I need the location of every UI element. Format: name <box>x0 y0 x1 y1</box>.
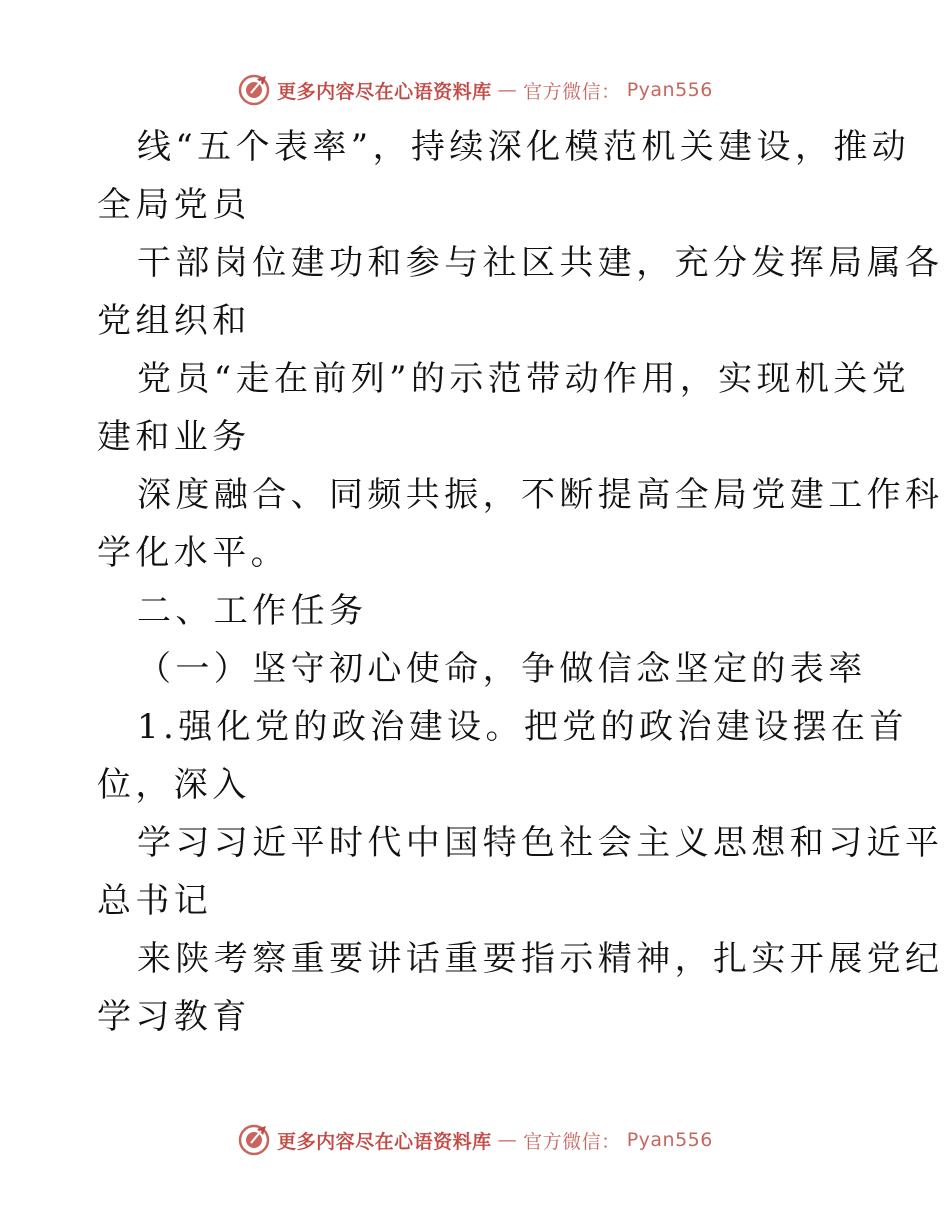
pen-logo-icon <box>237 1123 271 1157</box>
document-body <box>97 118 944 1046</box>
watermark-wechat-label: 官方微信： <box>523 1130 621 1153</box>
text-line: 建和业务 <box>97 417 251 457</box>
header-watermark <box>0 70 950 110</box>
text-line: 线“五个表率”，持续深化模范机关建设，推动 <box>137 127 911 167</box>
text-line: 党员“走在前列”的示范带动作用，实现机关党 <box>137 359 911 399</box>
watermark-site-name: 更多内容尽在心语资料库 <box>277 80 492 103</box>
text-line: 总书记 <box>97 881 213 921</box>
section-heading: 二、工作任务 <box>137 591 368 631</box>
text-line: 党组织和 <box>97 301 251 341</box>
text-line: 来陕考察重要讲话重要指示精神，扎实开展党纪 <box>137 939 944 979</box>
text-line: 学化水平。 <box>97 533 289 573</box>
watermark-wechat-id: Pyan556 <box>626 79 713 101</box>
watermark-dash: — <box>497 1129 518 1151</box>
watermark-wechat-label: 官方微信： <box>523 80 621 103</box>
watermark-site-name: 更多内容尽在心语资料库 <box>277 1130 492 1153</box>
watermark-dash: — <box>497 79 518 101</box>
footer-watermark <box>0 1120 950 1160</box>
text-line: 干部岗位建功和参与社区共建，充分发挥局属各 <box>137 243 944 283</box>
text-line: 学习习近平时代中国特色社会主义思想和习近平 <box>137 823 944 863</box>
text-line: 学习教育 <box>97 997 251 1037</box>
text-line: 深度融合、同频共振，不断提高全局党建工作科 <box>137 475 944 515</box>
text-line: 全局党员 <box>97 185 251 225</box>
subsection-heading: （一）坚守初心使命，争做信念坚定的表率 <box>137 649 867 689</box>
watermark-wechat-id: Pyan556 <box>626 1129 713 1151</box>
text-line: 位，深入 <box>97 765 251 805</box>
pen-logo-icon <box>237 73 271 107</box>
text-line: 1.强化党的政治建设。把党的政治建设摆在首 <box>137 707 908 747</box>
